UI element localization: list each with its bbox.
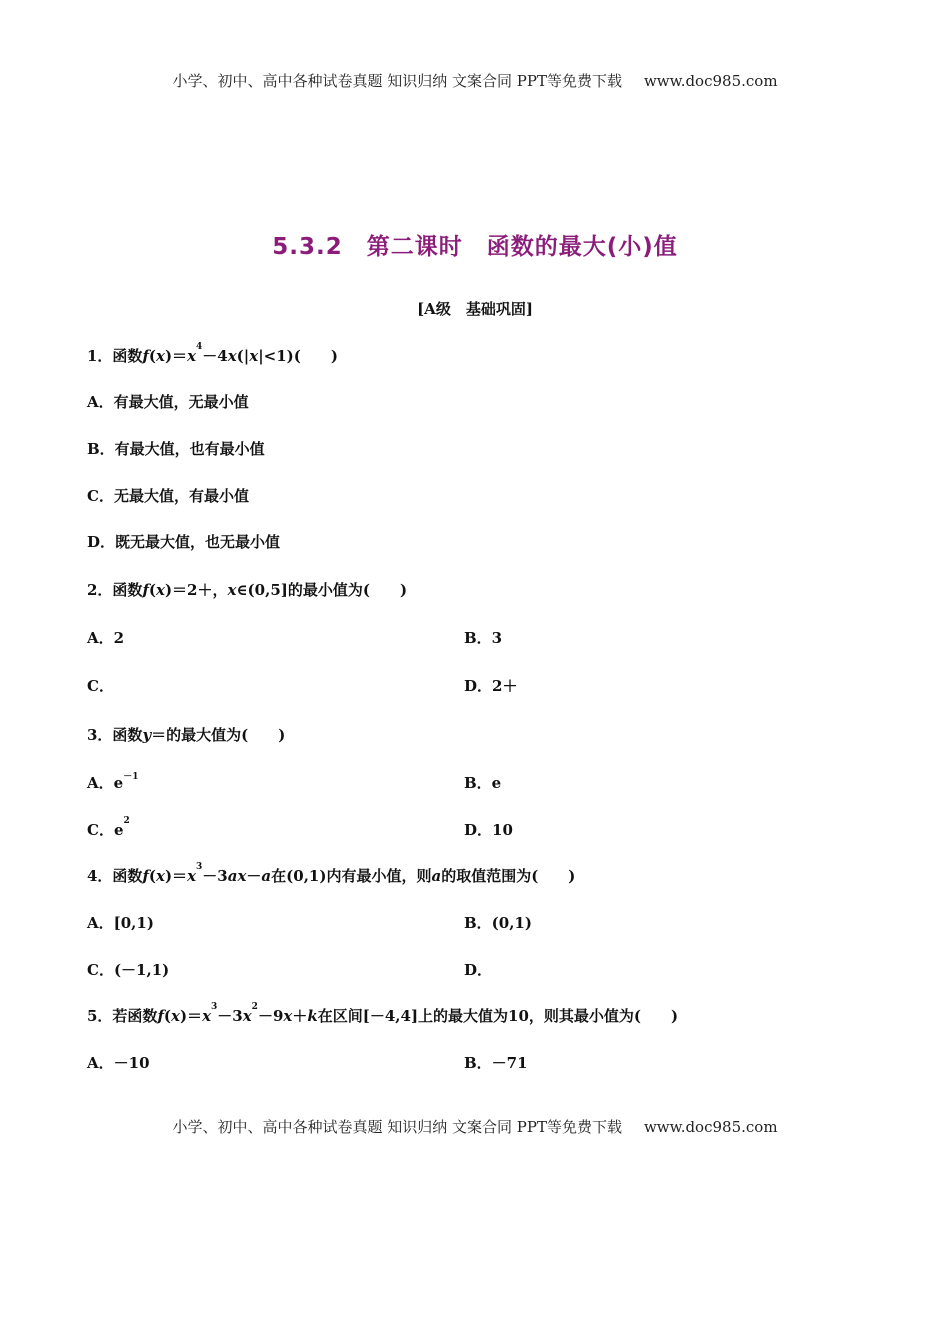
q3-option-a: A．$e^{-1}$ — [87, 772, 139, 792]
q1-option-d: D．既无最大值，也无最小值 — [87, 533, 281, 551]
question-1: 1．函数$f(x)=x^4-4x(|x|<1)$( ) — [87, 342, 338, 365]
question-2: 2．函数f(x)＝2＋，x∈(0,5]的最小值为( ) — [87, 581, 408, 599]
q5-option-b: B．－71 — [464, 1054, 528, 1072]
q3-option-b: B．e — [464, 774, 502, 792]
question-3: 3．函数y＝的最大值为( ) — [87, 726, 286, 744]
footer-site: www.doc985.com — [643, 1118, 778, 1136]
header-text: 小学、初中、高中各种试卷真题 知识归纳 文案合同 PPT等免费下载 — [172, 72, 622, 90]
footer-text: 小学、初中、高中各种试卷真题 知识归纳 文案合同 PPT等免费下载 — [172, 1118, 622, 1136]
question-5: 5．若函数$f(x)=x^3-3x^2-9x+k$在区间[－4,4]上的最大值为10，则其最小值为( ) — [87, 1002, 679, 1025]
q2-option-b: B．3 — [464, 629, 503, 647]
q3-option-d: D．10 — [464, 821, 513, 839]
q2-option-c: C． — [87, 677, 114, 695]
question-4: 4．函数$f(x)=x^3-3ax-a$在(0,1)内有最小值，则a的取值范围为( ) — [87, 862, 576, 885]
q1-option-c: C．无最大值，有最小值 — [87, 487, 249, 505]
header-site: www.doc985.com — [643, 72, 778, 90]
q4-option-b: B．(0,1) — [464, 914, 532, 932]
q4-option-d: D． — [464, 961, 493, 979]
q5-option-a: A．－10 — [87, 1054, 150, 1072]
q1-option-a: A．有最大值，无最小值 — [87, 393, 249, 411]
q1-option-b: B．有最大值，也有最小值 — [87, 440, 265, 458]
q4-option-a: A．[0,1) — [87, 914, 154, 932]
q3-option-c: C．$e^2$ — [87, 816, 130, 839]
q2-option-a: A．2 — [87, 629, 125, 647]
page-title: 5.3.2 第二课时 函数的最大(小)值 — [272, 234, 678, 260]
q2-option-d: D．2＋ — [464, 677, 518, 695]
section-heading: [A级 基础巩固] — [417, 300, 533, 318]
page-header — [0, 70, 950, 91]
q4-option-c: C．(－1,1) — [87, 961, 170, 979]
page-footer — [0, 1116, 950, 1137]
